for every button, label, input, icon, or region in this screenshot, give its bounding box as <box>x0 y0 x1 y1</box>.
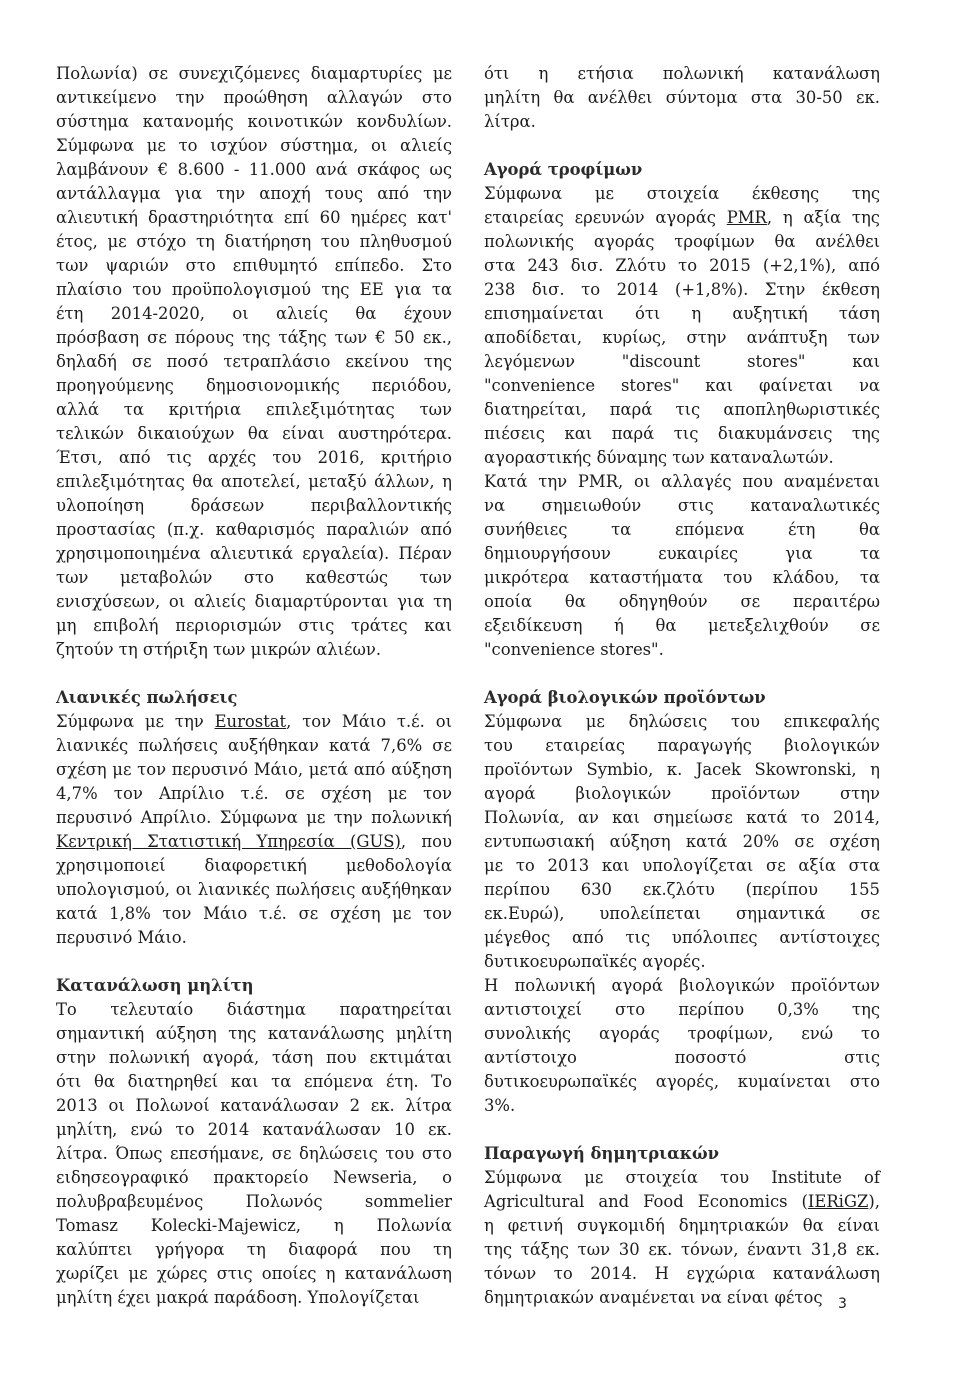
text-segment: κατά 1,8% τον Μάιο τ.έ. σε σχέση με τον <box>56 904 452 923</box>
text-line: έτος, με στόχο τη διατήρηση του πληθυσμού <box>56 232 452 251</box>
text-line: μη επιβολή περιορισμών στις τράτες και <box>56 616 452 635</box>
cider-continuation-paragraph <box>484 62 880 134</box>
text-line: προστασίας (π.χ. καθαρισμός παραλιών από <box>56 520 452 539</box>
text-line: αγορά βιολογικών προϊόντων στην <box>484 784 880 803</box>
text-line: Tomasz Kolecki-Majewicz, η Πολωνία <box>56 1216 452 1235</box>
text-segment: περυσινό Μάιο. <box>56 928 187 947</box>
text-segment: ), <box>868 1192 880 1211</box>
text-line: των ψαριών στο επιθυμητό επίπεδο. Στο <box>56 256 452 275</box>
text-segment: σχέση με τον περυσινό Μάιο, μετά από αύξηση <box>56 760 452 779</box>
text-line: Η πολωνική αγορά βιολογικών προϊόντων <box>484 976 880 995</box>
text-segment: της τάξης των 30 εκ. τόνων, έναντι 31,8 εκ. <box>484 1240 880 1259</box>
text-segment: υπολογισμού, οι λιανικές πωλήσεις αυξήθηκαν <box>56 880 452 899</box>
spacer <box>56 950 452 974</box>
source-link[interactable]: IERiGZ <box>807 1192 869 1211</box>
text-line <box>484 542 880 566</box>
text-line: λίτρα. <box>484 112 536 131</box>
text-line: των μεταβολών στο καθεστώς των <box>56 568 452 587</box>
text-segment: επισημαίνεται ότι η αυξητική τάση <box>484 304 880 323</box>
text-line <box>56 926 452 950</box>
text-line: ειδησεογραφικό πρακτορείο Newseria, ο <box>56 1168 452 1187</box>
text-line: μηλίτη, ενώ το 2014 κατανάλωσαν 10 εκ. <box>56 1120 452 1139</box>
text-line <box>484 302 880 326</box>
spacer <box>484 134 880 158</box>
text-line: ενισχύσεων, οι αλιείς διαμαρτύρονται για τη <box>56 592 452 611</box>
organic-market-heading: Αγορά βιολογικών προϊόντων <box>484 688 766 707</box>
text-line: αντιστοιχεί στο περίπου 0,3% της <box>484 1000 880 1019</box>
cereal-production-heading: Παραγωγή δημητριακών <box>484 1144 719 1163</box>
text-line <box>484 638 880 662</box>
right-column <box>484 62 880 1310</box>
text-segment: Σύμφωνα με την <box>56 712 215 731</box>
text-line: χωρίζει με χώρες στις οποίες η κατανάλωση <box>56 1264 452 1283</box>
text-line <box>484 422 880 446</box>
text-line <box>484 1262 880 1286</box>
text-line <box>484 566 880 590</box>
text-line: 2013 οι Πολωνοί κατανάλωσαν 2 εκ. λίτρα <box>56 1096 452 1115</box>
fishing-paragraph <box>56 62 452 662</box>
text-line <box>484 446 880 470</box>
text-line: δυτικοευρωπαϊκές αγορές, κυμαίνεται στο <box>484 1072 880 1091</box>
cereal-production-paragraph <box>484 1166 880 1310</box>
text-line <box>484 350 880 374</box>
text-line <box>484 494 880 518</box>
food-market-heading: Αγορά τροφίμων <box>484 160 643 179</box>
text-line <box>56 854 452 878</box>
text-segment: , που <box>400 832 452 851</box>
text-line <box>56 758 452 782</box>
text-line: μέγεθος από τις υπόλοιπες αντίστοιχες <box>484 928 880 947</box>
spacer <box>56 662 452 686</box>
text-line <box>484 1190 880 1214</box>
text-line: ότι θα διατηρηθεί και τα επόμενα έτη. Το <box>56 1072 452 1091</box>
text-line: στην πολωνική αγορά, τάση που εκτιμάται <box>56 1048 452 1067</box>
left-column <box>56 62 452 1310</box>
text-line: Έτσι, από τις αρχές του 2016, κριτήριο <box>56 448 452 467</box>
text-line <box>56 902 452 926</box>
text-line <box>484 398 880 422</box>
text-line <box>484 278 880 302</box>
text-segment: , τον Μάιο τ.έ. οι <box>286 712 452 731</box>
text-segment: συνήθειες τα επόμενα έτη θα <box>484 520 880 539</box>
text-segment: εξειδίκευση ή θα μετεξελιχθούν σε <box>484 616 880 635</box>
text-segment: δημιουργήσουν ευκαιρίες για τα <box>484 544 880 563</box>
text-line: Πολωνία) σε συνεχιζόμενες διαμαρτυρίες με <box>56 64 452 83</box>
organic-market-paragraph <box>484 710 880 1118</box>
text-line: πρόσβαση σε πόρους της τάξης των € 50 εκ., <box>56 328 452 347</box>
text-line <box>484 254 880 278</box>
text-line: προϊόντων Symbio, κ. Jacek Skowronski, η <box>484 760 880 779</box>
text-line <box>484 206 880 230</box>
text-line: καλύπτει γρήγορα τη διαφορά που τη <box>56 1240 452 1259</box>
text-line: αντάλλαγμα για την αποχή τους από την <box>56 184 452 203</box>
text-line: 3%. <box>484 1096 516 1115</box>
text-line: μηλίτη έχει μακρά παράδοση. Υπολογίζεται <box>56 1288 420 1307</box>
text-line <box>484 518 880 542</box>
text-line <box>484 590 880 614</box>
text-line <box>484 182 880 206</box>
text-line <box>484 1166 880 1190</box>
text-line <box>484 614 880 638</box>
text-line <box>484 1214 880 1238</box>
source-link[interactable]: Κεντρική Στατιστική Υπηρεσία (GUS) <box>56 832 401 851</box>
text-segment: Agricultural and Food Economics ( <box>484 1192 808 1211</box>
text-line: Το τελευταίο διάστημα παρατηρείται <box>56 1000 452 1019</box>
text-line <box>56 710 452 734</box>
text-line: Σύμφωνα με το ισχύον σύστημα, οι αλιείς <box>56 136 452 155</box>
text-line: αλιευτική δραστηριότητα επί 60 ημέρες κατ' <box>56 208 452 227</box>
text-line <box>484 470 880 494</box>
text-line: Σύμφωνα με δηλώσεις του επικεφαλής <box>484 712 880 731</box>
cider-consumption-heading: Κατανάλωση μηλίτη <box>56 976 254 995</box>
text-segment: τόνων το 2014. Η εγχώρια κατανάλωση <box>484 1264 880 1283</box>
text-line: περίπου 630 εκ.ζλότυ (περίπου 155 <box>484 880 880 899</box>
text-line <box>56 806 452 830</box>
text-line: επιλεξιμότητας θα αποτελεί, μεταξύ άλλων, η <box>56 472 452 491</box>
retail-sales-heading: Λιανικές πωλήσεις <box>56 688 238 707</box>
text-segment: χρησιμοποιεί διαφορετική μεθοδολογία <box>56 856 452 875</box>
text-line: δηλαδή σε ποσό τετραπλάσιο εκείνου της <box>56 352 452 371</box>
text-line: εντυπωσιακή αύξηση κατά 20% σε σχέση <box>484 832 880 851</box>
retail-sales-paragraph <box>56 710 452 950</box>
text-line <box>56 878 452 902</box>
text-line: χρησιμοποιημένα αλιευτικά εργαλεία). Πέραν <box>56 544 452 563</box>
spacer <box>484 662 880 686</box>
text-line <box>484 1238 880 1262</box>
text-line: εκ.Ευρώ), υπολείπεται σημαντικά σε <box>484 904 880 923</box>
source-link[interactable]: PMR <box>726 208 767 227</box>
text-line: έτη 2014-2020, οι αλιείς θα έχουν <box>56 304 452 323</box>
text-line: πολυβραβευμένος Πολωνός sommelier <box>56 1192 452 1211</box>
page-number: 3 <box>838 1296 847 1312</box>
text-segment: να σημειωθούν στις καταναλωτικές <box>484 496 880 515</box>
cider-consumption-paragraph <box>56 998 452 1310</box>
source-link[interactable]: Eurostat <box>214 712 287 731</box>
text-segment: Σύμφωνα με στοιχεία έκθεσης της <box>484 184 880 203</box>
text-segment: "convenience stores". <box>484 640 664 659</box>
text-line: ότι η ετήσια πολωνική κατανάλωση <box>484 64 880 83</box>
text-line: αντίστοιχο ποσοστό στις <box>484 1048 880 1067</box>
text-segment: 238 δισ. το 2014 (+1,8%). Στην έκθεση <box>484 280 880 299</box>
text-line <box>484 326 880 350</box>
text-line: λαμβάνουν € 8.600 - 11.000 ανά σκάφος ως <box>56 160 452 179</box>
text-line <box>56 734 452 758</box>
text-segment: δημητριακών αναμένεται να είναι φέτος <box>484 1288 823 1307</box>
text-segment: μικρότερα καταστήματα του κλάδου, τα <box>484 568 880 587</box>
text-segment: Σύμφωνα με στοιχεία του Institute of <box>484 1168 880 1187</box>
text-line: συνολικής αγοράς τροφίμων, ενώ το <box>484 1024 880 1043</box>
text-line: με το 2013 και υπολογίζεται σε αξία στα <box>484 856 880 875</box>
text-line: αλλά τα κριτήρια επιλεξιμότητας των <box>56 400 452 419</box>
text-line: αντικείμενο την προώθηση αλλαγών στο <box>56 88 452 107</box>
text-line <box>56 782 452 806</box>
text-segment: στα 243 δισ. Ζλότυ το 2015 (+2,1%), από <box>484 256 880 275</box>
text-segment: διατηρείται, παρά τις αποπληθωριστικές <box>484 400 880 419</box>
text-line: τελικών δικαιούχων θα είναι αυστηρότερα. <box>56 424 452 443</box>
text-line: του εταιρείας παραγωγής βιολογικών <box>484 736 880 755</box>
text-segment: λεγόμενων "discount stores" και <box>484 352 880 371</box>
text-line <box>484 374 880 398</box>
text-segment: πιέσεις και παρά τις διακυμάνσεις της <box>484 424 880 443</box>
text-segment: Κατά την PMR, οι αλλαγές που αναμένεται <box>484 472 880 491</box>
food-market-paragraph <box>484 182 880 662</box>
text-line: πλαίσιο του προϋπολογισμού της ΕΕ για τα <box>56 280 452 299</box>
text-line: προηγούμενης δημοσιονομικής περιόδου, <box>56 376 452 395</box>
text-line: Πολωνία, αν και σημείωσε κατά το 2014, <box>484 808 880 827</box>
text-line: λίτρα. Όπως επεσήμανε, σε δηλώσεις του στο <box>56 1144 452 1163</box>
text-line <box>484 230 880 254</box>
text-segment: αποδίδεται, κυρίως, στην ανάπτυξη των <box>484 328 880 347</box>
text-line: μηλίτη θα ανέλθει σύντομα στα 30-50 εκ. <box>484 88 880 107</box>
text-segment: η φετινή συγκομιδή δημητριακών θα είναι <box>484 1216 880 1235</box>
text-line: σύστημα κατανομής κοινοτικών κονδυλίων. <box>56 112 452 131</box>
text-segment: εταιρείας ερευνών αγοράς <box>484 208 727 227</box>
text-line: υλοποίηση δράσεων περιβαλλοντικής <box>56 496 452 515</box>
text-segment: πολωνικής αγοράς τροφίμων θα ανέλθει <box>484 232 880 251</box>
text-line <box>56 830 452 854</box>
text-line: δυτικοευρωπαϊκές αγορές. <box>484 952 706 971</box>
spacer <box>484 1118 880 1142</box>
text-segment: οποία θα οδηγηθούν σε περαιτέρω <box>484 592 880 611</box>
text-segment: περυσινό Απρίλιο. Σύμφωνα με την πολωνική <box>56 808 452 827</box>
text-segment: 4,7% τον Απρίλιο τ.έ. σε σχέση με τον <box>56 784 452 803</box>
text-segment: αγοραστικής δύναμης των καταναλωτών. <box>484 448 834 467</box>
text-segment: λιανικές πωλήσεις αυξήθηκαν κατά 7,6% σε <box>56 736 452 755</box>
text-segment: , η αξία της <box>766 208 880 227</box>
text-line <box>484 1286 880 1310</box>
text-line: σημαντική αύξηση της κατανάλωσης μηλίτη <box>56 1024 452 1043</box>
text-line: ζητούν τη στήριξη των μικρών αλιέων. <box>56 640 382 659</box>
text-segment: "convenience stores" και φαίνεται να <box>484 376 880 395</box>
